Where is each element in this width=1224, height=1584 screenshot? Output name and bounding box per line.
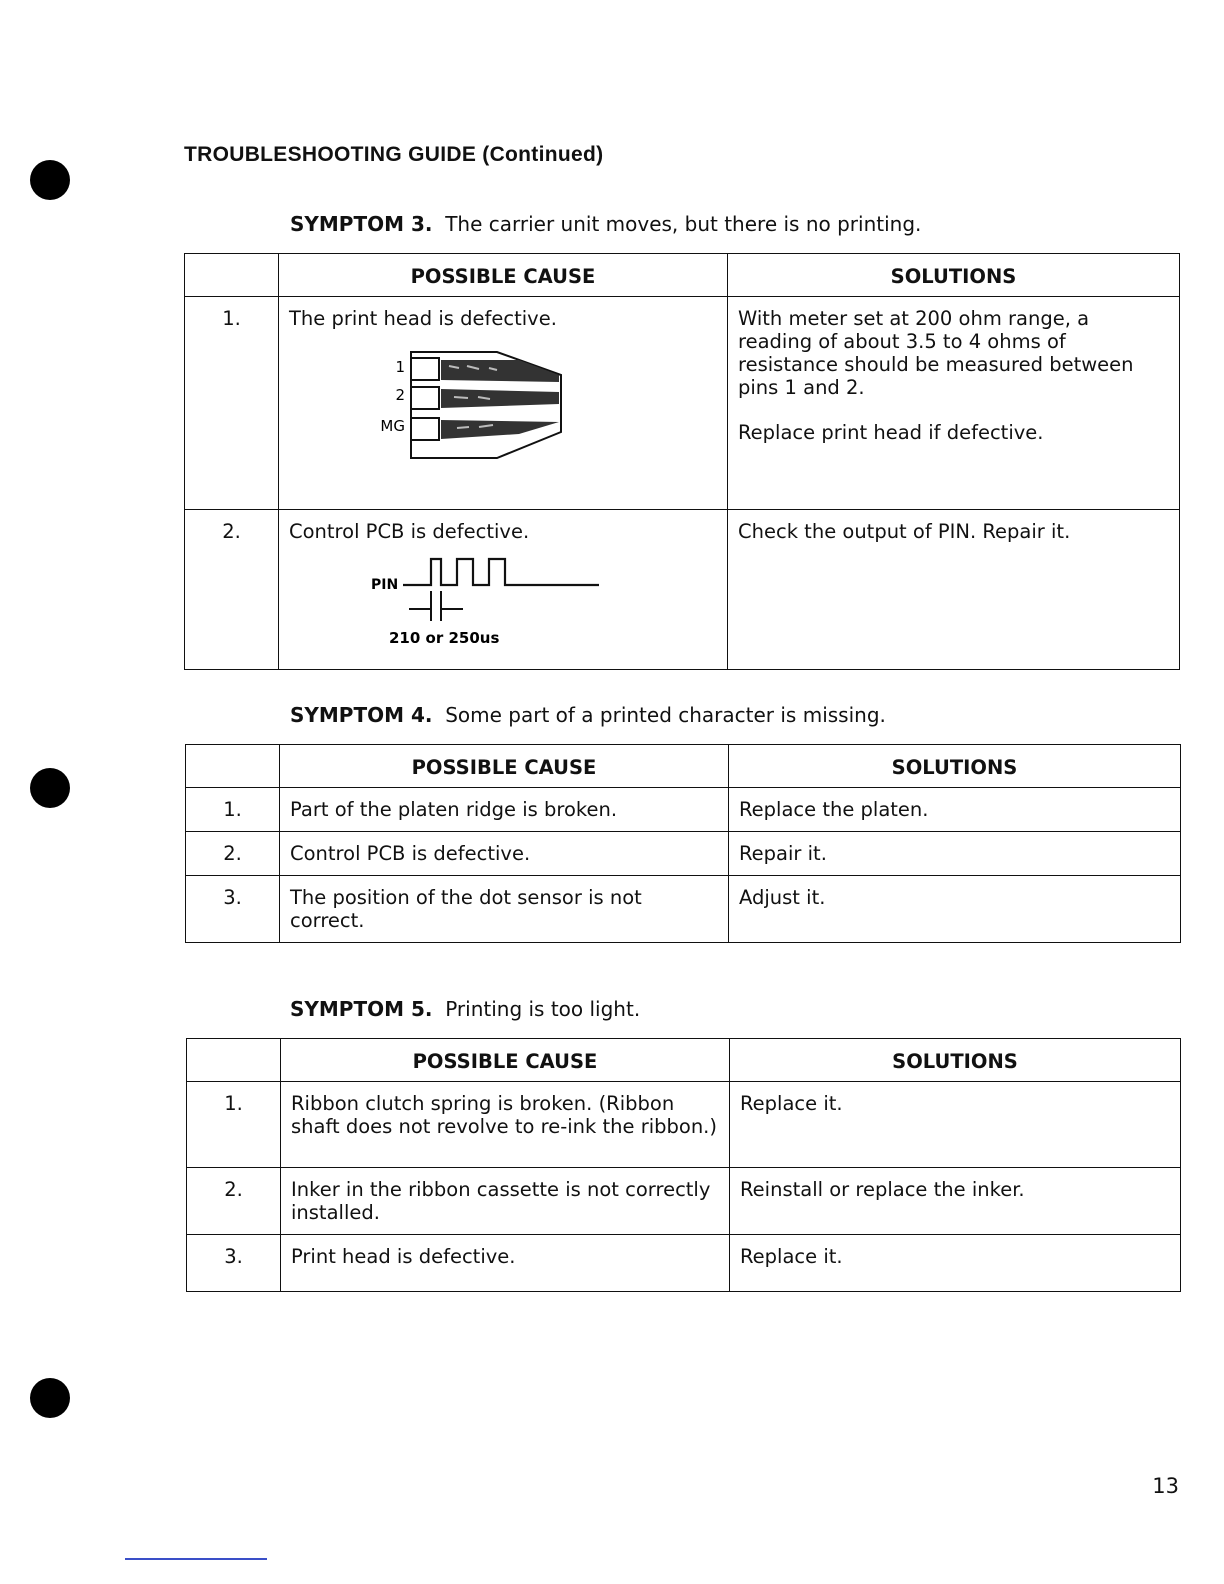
num-column-header: [186, 745, 280, 788]
pin-waveform-figure: [369, 551, 609, 651]
pin-1-slot: [411, 358, 439, 380]
solution-text-secondary: Replace print head if defective.: [738, 421, 1044, 444]
wire-mg: [441, 420, 559, 439]
row-number: 2.: [187, 1168, 281, 1235]
pin-mg-label: MG: [380, 417, 405, 435]
cause-text: The print head is defective.: [289, 307, 557, 330]
solutions-column-header: SOLUTIONS: [730, 1039, 1181, 1082]
solutions-column-header: SOLUTIONS: [728, 254, 1180, 297]
cause-column-header: POSSIBLE CAUSE: [280, 745, 729, 788]
symptom-3-label: SYMPTOM 3.: [290, 212, 433, 236]
row-number: 3.: [187, 1235, 281, 1292]
binder-hole-middle: [30, 768, 70, 808]
cause-cell: The position of the dot sensor is not correct.: [280, 876, 729, 943]
table-row: [186, 788, 1181, 832]
table-row: [186, 832, 1181, 876]
symptom-4-table: [185, 744, 1181, 943]
page-title: TROUBLESHOOTING GUIDE (Continued): [184, 143, 604, 166]
symptom-5-heading: [290, 997, 640, 1021]
table-header-row: [187, 1039, 1181, 1082]
table-row: [187, 1235, 1181, 1292]
wire-2: [441, 389, 559, 408]
solution-cell: Replace it.: [730, 1235, 1181, 1292]
cause-column-header: POSSIBLE CAUSE: [281, 1039, 730, 1082]
cause-column-header: POSSIBLE CAUSE: [279, 254, 728, 297]
solution-cell: Replace the platen.: [729, 788, 1181, 832]
binder-hole-top: [30, 160, 70, 200]
pin-1-label: 1: [395, 358, 405, 376]
binder-hole-bottom: [30, 1378, 70, 1418]
footer-rule: [125, 1558, 267, 1560]
page-number: 13: [1152, 1474, 1179, 1498]
print-head-connector-figure: [369, 342, 569, 462]
symptom-4-label: SYMPTOM 4.: [290, 703, 433, 727]
solution-cell: Adjust it.: [729, 876, 1181, 943]
num-column-header: [187, 1039, 281, 1082]
symptom-5-table: [186, 1038, 1181, 1292]
pin-2-label: 2: [395, 386, 405, 404]
cause-cell: Inker in the ribbon cassette is not correctly installed.: [281, 1168, 730, 1235]
table-header-row: [186, 745, 1181, 788]
pin-mg-slot: [411, 418, 439, 440]
table-row: [186, 876, 1181, 943]
symptom-3-text: The carrier unit moves, but there is no printing.: [445, 212, 922, 236]
cause-cell: Control PCB is defective.: [280, 832, 729, 876]
table-row: [187, 1082, 1181, 1168]
cause-cell: [279, 297, 728, 510]
wire-1: [441, 360, 559, 382]
cause-cell: Ribbon clutch spring is broken. (Ribbon shaft does not revolve to re-ink the ribbon.): [281, 1082, 730, 1168]
cause-cell: Part of the platen ridge is broken.: [280, 788, 729, 832]
symptom-3-heading: [290, 212, 921, 236]
solution-cell: Replace it.: [730, 1082, 1181, 1168]
cause-text: Control PCB is defective.: [289, 520, 530, 543]
pin-2-slot: [411, 387, 439, 409]
solution-cell: Check the output of PIN. Repair it.: [728, 510, 1180, 670]
solution-cell: Repair it.: [729, 832, 1181, 876]
timing-label: 210 or 250us: [389, 629, 500, 647]
solution-text: With meter set at 200 ohm range, a reading of about 3.5 to 4 ohms of resistance should be measured between pins 1 and 2.: [738, 307, 1134, 399]
num-column-header: [185, 254, 279, 297]
table-row: [185, 510, 1180, 670]
waveform-pin-label: PIN: [371, 577, 399, 593]
solution-cell: [728, 297, 1180, 510]
cause-cell: Print head is defective.: [281, 1235, 730, 1292]
row-number: 1.: [187, 1082, 281, 1168]
cause-cell: [279, 510, 728, 670]
table-row: [187, 1168, 1181, 1235]
table-header-row: [185, 254, 1180, 297]
symptom-4-heading: [290, 703, 886, 727]
symptom-3-table: [184, 253, 1180, 670]
solutions-column-header: SOLUTIONS: [729, 745, 1181, 788]
symptom-4-text: Some part of a printed character is missing.: [445, 703, 886, 727]
pulse-waveform: [403, 559, 599, 585]
symptom-5-label: SYMPTOM 5.: [290, 997, 433, 1021]
row-number: 2.: [186, 832, 280, 876]
solution-cell: Reinstall or replace the inker.: [730, 1168, 1181, 1235]
row-number: 1.: [186, 788, 280, 832]
row-number: 3.: [186, 876, 280, 943]
symptom-5-text: Printing is too light.: [445, 997, 641, 1021]
table-row: [185, 297, 1180, 510]
row-number: 1.: [185, 297, 279, 510]
row-number: 2.: [185, 510, 279, 670]
